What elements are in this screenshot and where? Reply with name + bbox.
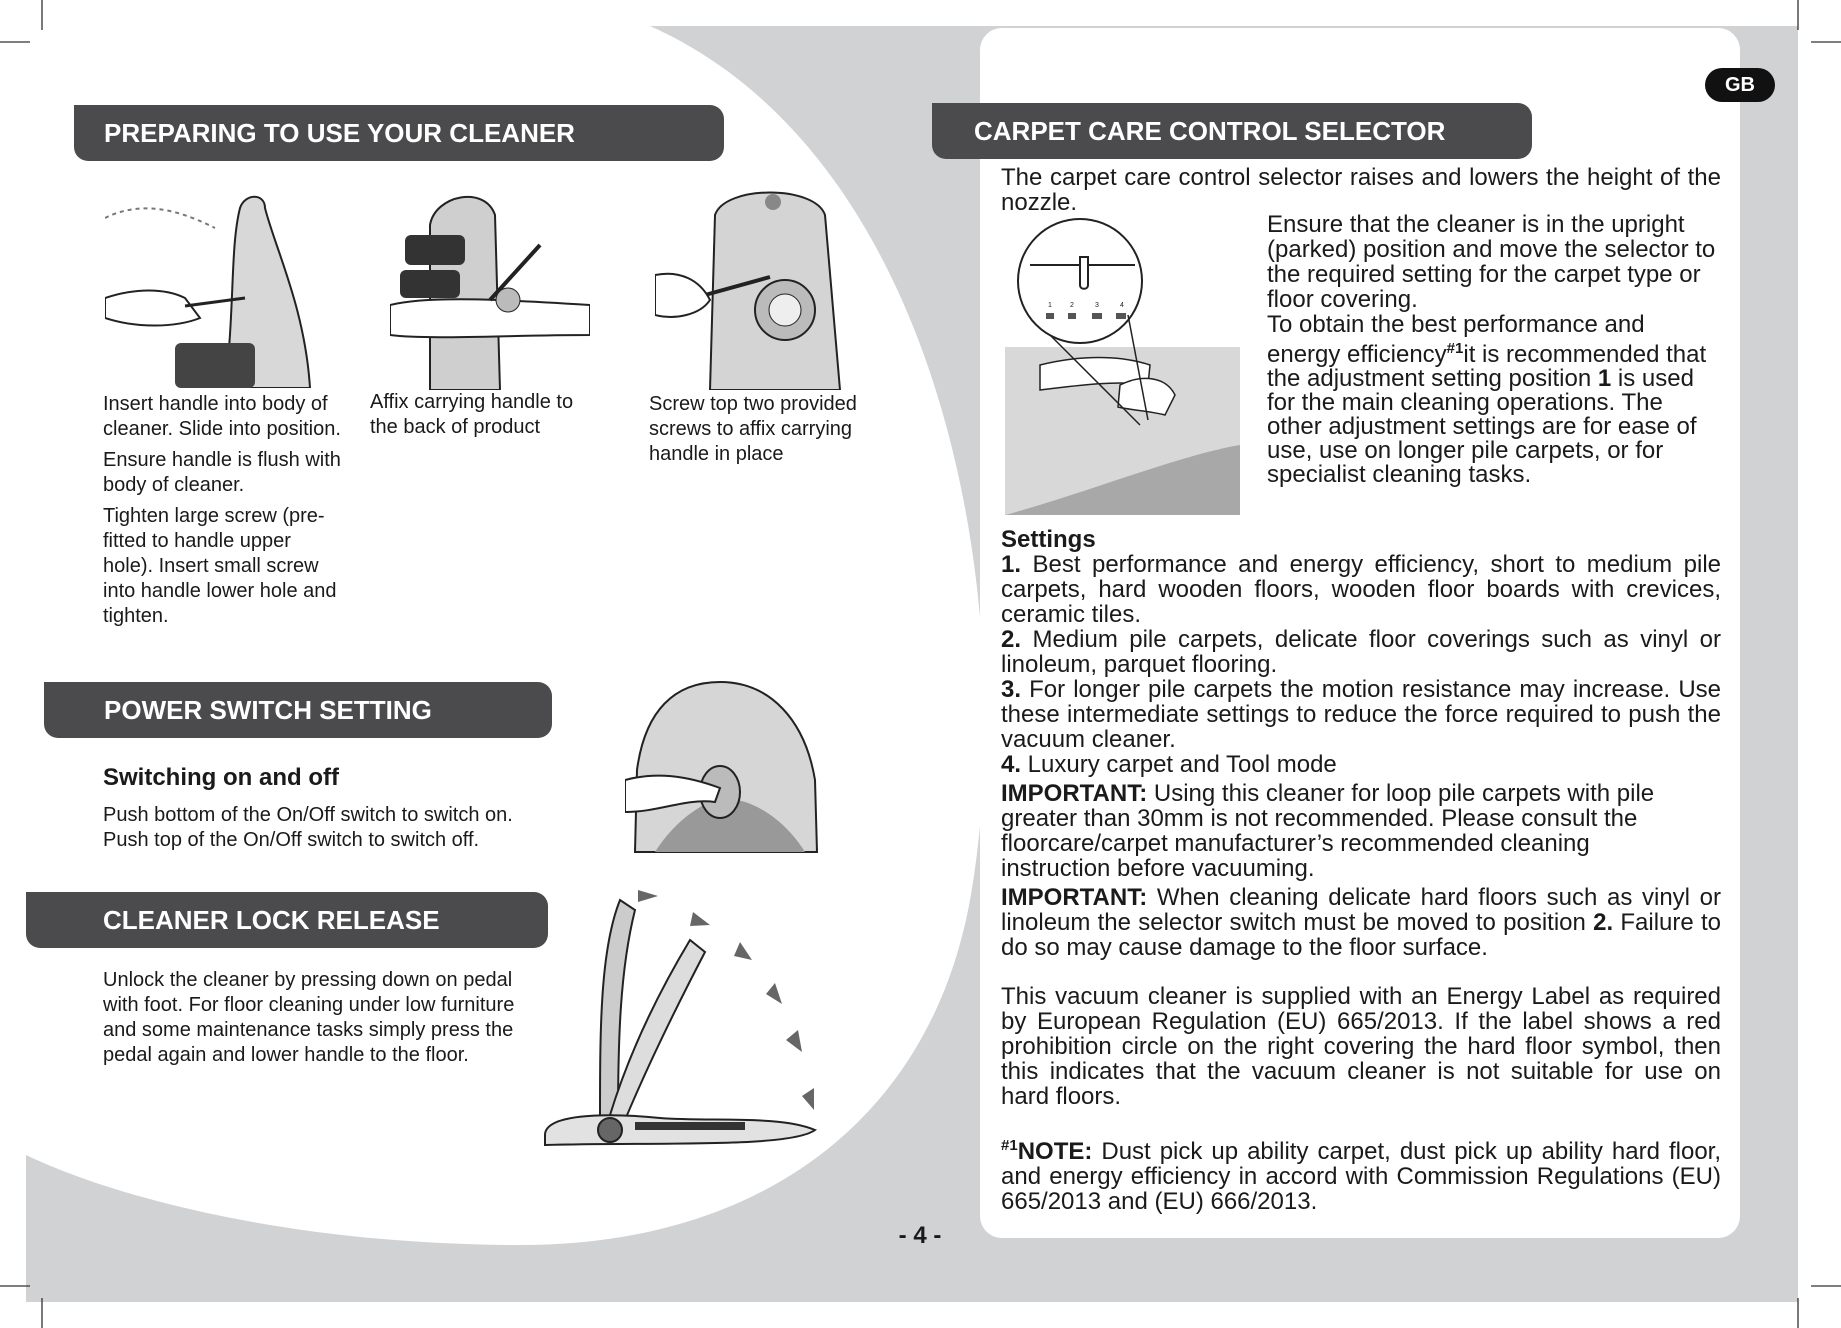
carpet-ensure: Ensure that the cleaner is in the upright (parked) position and move the selector to the required setting for the carpet type or floor covering. [1267,211,1716,313]
insert-handle-illustration [105,188,315,388]
power-subtitle: Switching on and off [103,764,339,791]
setting-4: 4. Luxury carpet and Tool mode [1001,751,1337,778]
language-badge: GB [1705,68,1775,102]
obtain-text-c: is used for the main cleaning operations. The other adjustment settings are for ease of use, use on longer pile carpets, or for specialist cleaning tasks. [1267,365,1697,488]
step3-text: Screw top two provided screws to affix carrying handle in place [649,393,857,465]
power-instructions [103,803,553,853]
important-2: IMPORTANT: When cleaning delicate hard floors such as vinyl or linoleum the selector switch must be moved to position 2. Failure to do so may cause damage to the floor surface. [1001,884,1721,961]
preparing-header: PREPARING TO USE YOUR CLEANER [74,105,724,161]
setting-3: 3. For longer pile carpets the motion resistance may increase. Use these intermediate settings to reduce the force required to push the vacuum cleaner. [1001,676,1721,753]
selector-illustration [1000,215,1245,515]
step1-text [103,392,343,635]
power-line-1: Push bottom of the On/Off switch to switch on. [103,804,513,826]
carpet-intro: The carpet care control selector raises and lowers the height of the nozzle. [1001,164,1721,216]
step1-paragraph-3: Tighten large screw (pre-fitted to handle upper hole). Insert small screw into handle lower hole and tighten. [103,505,337,627]
settings-block [1001,527,1721,1214]
carpet-header: CARPET CARE CONTROL SELECTOR [932,103,1532,159]
obtain-text-b: it is recommended that the adjustment setting position [1267,341,1707,392]
power-switch-illustration [625,680,825,855]
dial-label-4: 4 [1120,302,1124,309]
settings-title: Settings [1001,526,1096,553]
dial-label-1: 1 [1048,302,1052,309]
lock-header: CLEANER LOCK RELEASE [26,892,548,948]
lock-text: Unlock the cleaner by pressing down on pedal with foot. For floor cleaning under low furniture and some maintenance tasks simply press the pedal again and lower handle to the floor. [103,969,515,1066]
step1-paragraph-2: Ensure handle is flush with body of cleaner. [103,449,341,496]
setting-2: 2. Medium pile carpets, delicate floor coverings such as vinyl or linoleum, parquet flooring. [1001,626,1721,678]
lock-release-illustration [540,890,830,1150]
obtain-text-a: To obtain the best performance and energy efficiency [1267,311,1645,368]
setting-1: 1. Best performance and energy efficiency, short to medium pile carpets, hard wooden floors, wooden floor boards with crevices, ceramic tiles. [1001,551,1721,628]
carpet-obtain [1267,313,1722,487]
page-number: - 4 - [898,1222,942,1249]
dial-label-2: 2 [1070,302,1074,309]
step1-paragraph-1: Insert handle into body of cleaner. Slide into position. [103,393,341,440]
power-line-2: Push top of the On/Off switch to switch off. [103,829,480,851]
important-1: IMPORTANT: Using this cleaner for loop pile carpets with pile greater than 30mm is not recommended. Please consult the floorcare/carpet manufacturer’s recommended cleaning instruction before vacuuming. [1001,780,1655,882]
power-header: POWER SWITCH SETTING [44,682,552,738]
footnote-note: $^{\#1}$NOTE: Dust pick up ability carpet, dust pick up ability hard floor, and energy efficiency in accord with Commission Regulations (EU) 665/2013 and (EU) 666/2013. [1001,1137,1721,1215]
obtain-position-num: 1 [1597,365,1612,392]
dial-label-3: 3 [1095,302,1099,309]
affix-handle-illustration [390,185,590,390]
obtain-footnote-ref: #1 [1446,340,1464,357]
energy-label-text: This vacuum cleaner is supplied with an Energy Label as required by European Regulation (EU) 665/2013. If the label shows a red prohibition circle on the right covering the hard floor symbol, then this indicates that the vacuum cleaner is not suitable for use on hard floors. [1001,983,1721,1110]
screw-handle-illustration [655,185,875,390]
step2-text: Affix carrying handle to the back of product [370,391,574,438]
